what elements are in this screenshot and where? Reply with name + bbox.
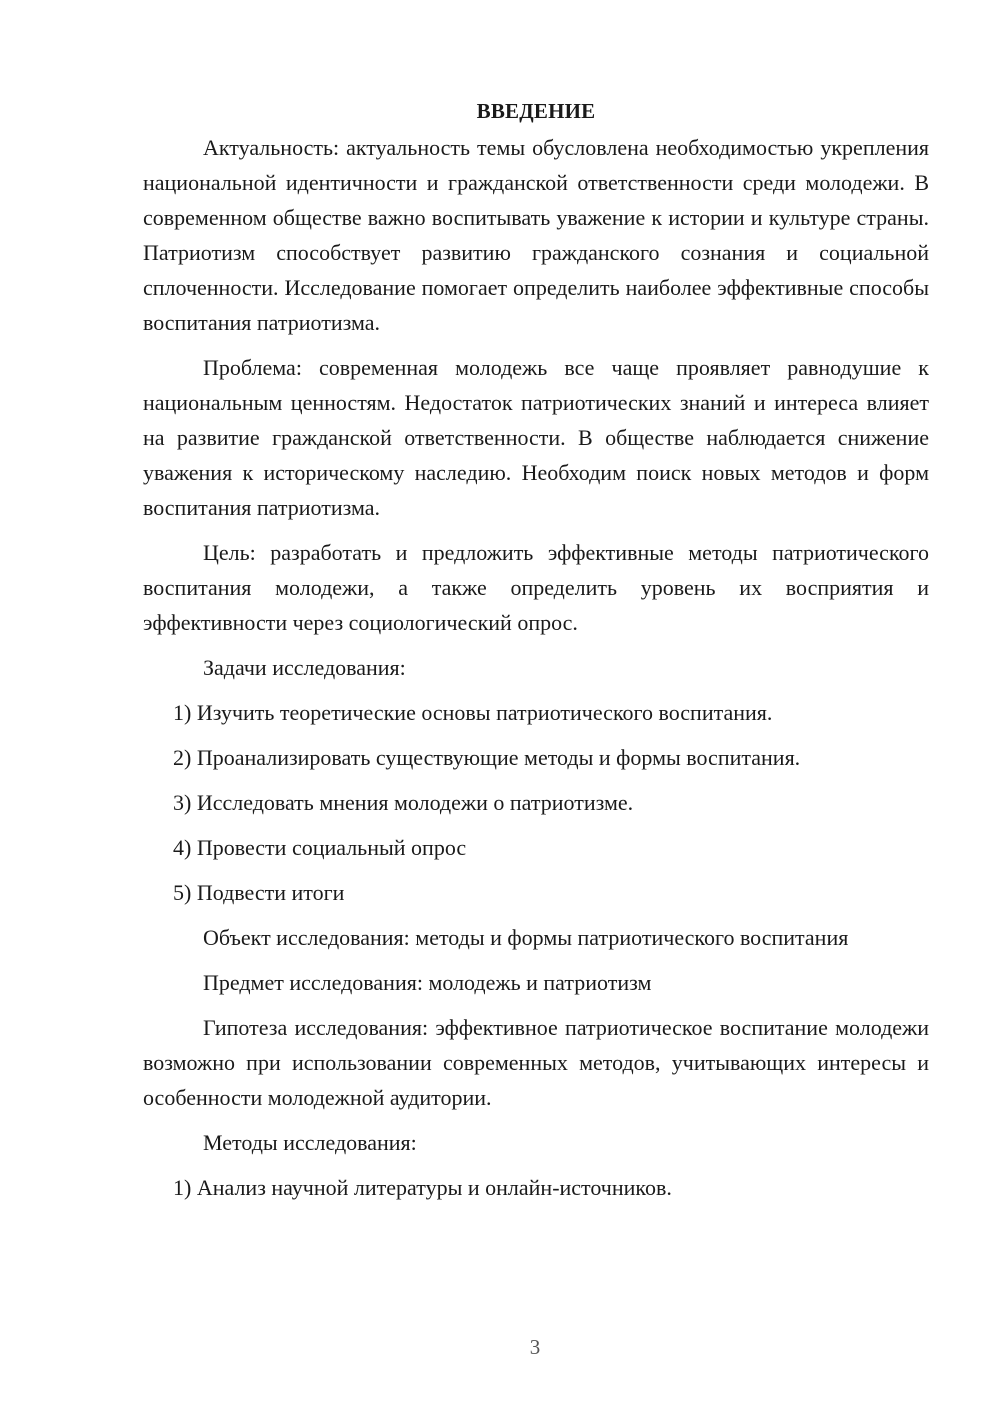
page-number: 3 — [529, 1335, 541, 1359]
object-paragraph: Объект исследования: методы и формы патриотического воспитания — [203, 925, 849, 950]
task-item: 3) Исследовать мнения молодежи о патриотизме. — [173, 790, 634, 815]
hypothesis-paragraph: Гипотеза исследования: эффективное патриотическое воспитание молодежи возможно при использовании современных методов, учитывающих интересы и особенности молодежной аудитории. — [143, 1015, 929, 1110]
relevance-paragraph: Актуальность: актуальность темы обусловлена необходимостью укрепления национальной идентичности и гражданской ответственности среди молодежи. В современном обществе важно воспитывать уважение к истории и культуре страны. Патриотизм способствует развитию гражданского сознания и социальной сплоченности. Исследование помогает определить наиболее эффективные способы воспитания патриотизма. — [143, 135, 929, 335]
problem-paragraph: Проблема: современная молодежь все чаще проявляет равнодушие к национальным ценностям. Недостаток патриотических знаний и интереса влияет на развитие гражданской ответственности. В обществе наблюдается снижение уважения к историческому наследию. Необходим поиск новых методов и форм воспитания патриотизма. — [143, 355, 929, 520]
goal-paragraph: Цель: разработать и предложить эффективные методы патриотического воспитания молодежи, а также определить уровень их восприятия и эффективности через социологический опрос. — [143, 540, 929, 635]
task-item: 5) Подвести итоги — [173, 880, 345, 905]
method-item: 1) Анализ научной литературы и онлайн-источников. — [173, 1175, 672, 1200]
task-item: 1) Изучить теоретические основы патриотического воспитания. — [173, 700, 773, 725]
task-item: 4) Провести социальный опрос — [173, 835, 467, 860]
task-item: 2) Проанализировать существующие методы и формы воспитания. — [173, 745, 801, 770]
page-title: ВВЕДЕНИЕ — [476, 99, 596, 123]
page-content — [143, 94, 929, 1215]
subject-paragraph: Предмет исследования: молодежь и патриотизм — [203, 970, 652, 995]
tasks-heading: Задачи исследования: — [203, 655, 406, 680]
methods-heading: Методы исследования: — [203, 1130, 417, 1155]
